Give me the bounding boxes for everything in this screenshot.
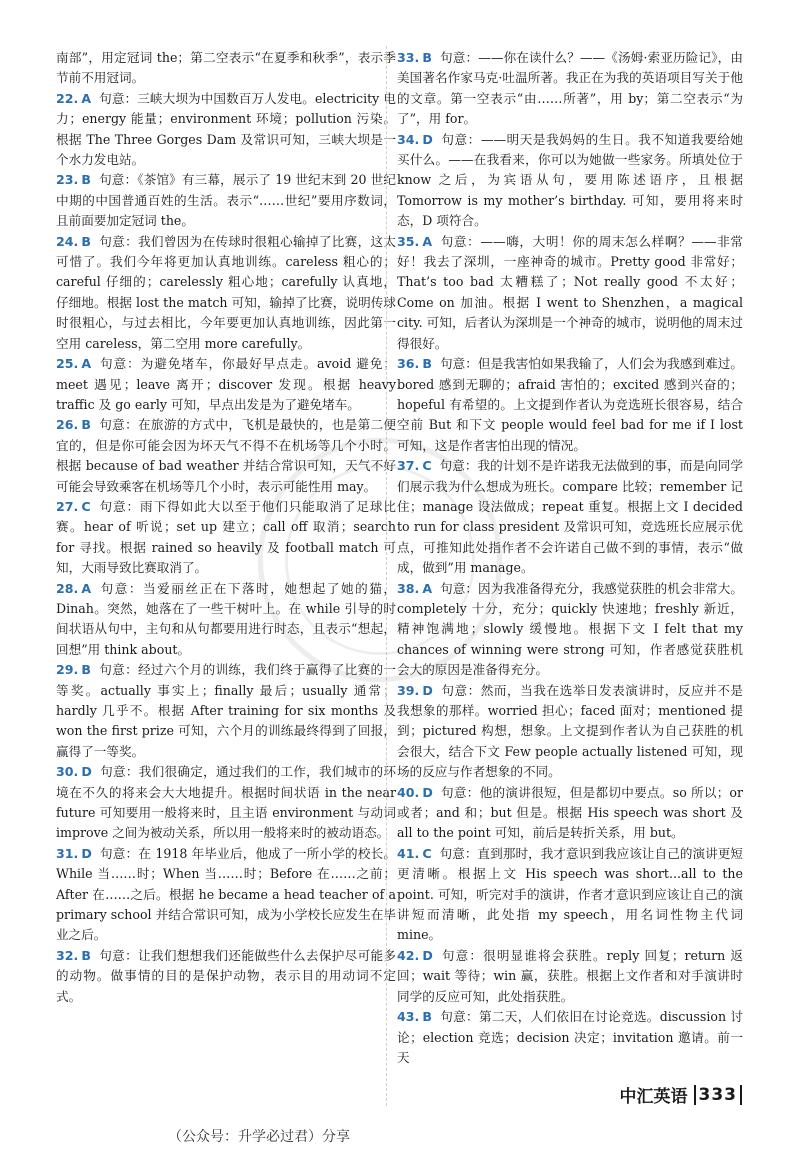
answer-entry bbox=[56, 89, 396, 171]
answer-letter: A bbox=[422, 580, 433, 596]
explanation-text: 句意：《茶馆》有三幕，展示了 19 世纪末到 20 世纪中期的中国普通百姓的生活。表示“……世纪”要用序数词，且前面要加定冠词 the。 bbox=[56, 172, 396, 229]
answer-letter: C bbox=[422, 845, 432, 861]
answer-entry bbox=[397, 232, 743, 354]
answer-letter: D bbox=[422, 682, 433, 698]
explanation-text: 句意：为避免堵车，你最好早点走。avoid 避免；meet 遇见；leave 离开；discover 发现。根据 heavy traffic 及 go early 可知，早点出发是为了避免堵车。 bbox=[56, 356, 396, 412]
answer-letter: A bbox=[81, 90, 92, 106]
answer-letter: A bbox=[81, 580, 92, 596]
question-number: 32. bbox=[56, 947, 79, 963]
answer-entry bbox=[397, 783, 743, 844]
question-number: 39. bbox=[397, 682, 420, 698]
answer-letter: A bbox=[81, 356, 92, 372]
answer-letter: B bbox=[81, 947, 91, 963]
answer-letter: B bbox=[422, 356, 432, 372]
question-number: 36. bbox=[397, 356, 420, 372]
answer-letter: C bbox=[81, 498, 91, 514]
question-number: 34. bbox=[397, 131, 420, 147]
explanation-text: 句意：我们很确定，通过我们的工作，我们城市的环境在不久的将来会大大地提升。根据时间状语 in the near future 可知要用一般将来时，且主语 environment 与动词 improve 之间为被动关系，所以用一般将来时的被动语态。 bbox=[56, 764, 396, 841]
question-number: 27. bbox=[56, 498, 79, 514]
answer-letter: D bbox=[422, 784, 433, 800]
answer-letter: B bbox=[81, 662, 91, 678]
explanation-text: 句意：因为我准备得充分，我感觉获胜的机会非常大。completely 十分，充分；quickly 快速地；freshly 新近，精神饱满地；slowly 缓慢地。根据下文 I felt that my chances of winning were strong 可知，作者感觉获胜机会大的原因是准备得充分。 bbox=[397, 580, 743, 678]
explanation-text: 句意：很明显谁将会获胜。reply 回复；return 返回；wait 等待；win 赢，获胜。根据上文作者和对手演讲时同学的反应可知，此处指获胜。 bbox=[397, 947, 743, 1004]
answer-letter: B bbox=[422, 1009, 432, 1025]
question-number: 31. bbox=[56, 845, 79, 861]
answer-entry bbox=[56, 170, 396, 231]
explanation-text: 句意：直到那时，我才意识到我应该让自己的演讲更短更清晰。根据上文 His speech was short...all to the point. 可知，听完对手的演讲，作者才意识到应该让自己的演讲短而清晰，此处指 my speech，用名词性物主代词 mine。 bbox=[397, 845, 743, 943]
question-number: 33. bbox=[397, 50, 420, 65]
question-number: 22. bbox=[56, 90, 79, 106]
explanation-text: 句意：——嗨，大明！你的周末怎么样啊？——非常好！我去了深圳，一座神奇的城市。Pretty good 非常好；That’s too bad 太糟糕了；Not really good 不太好；Come on 加油。根据 I went to Shenzhen，a magical city. 可知，后者认为深圳是一个神奇的城市，说明他的周末过得很好。 bbox=[397, 233, 743, 351]
explanation-text: 句意：让我们想想我们还能做些什么去保护尽可能多的动物。做事情的目的是保护动物，表示目的用动词不定式。 bbox=[56, 947, 396, 1004]
answer-entry bbox=[397, 130, 743, 232]
explanation-text: 句意：他的演讲很短，但是都切中要点。so 所以；or 或者；and 和；but 但是。根据 His speech was short 及 all to the point 可知，前后是转折关系，用 but。 bbox=[397, 784, 743, 841]
explanation-text: 句意：雨下得如此大以至于他们只能取消了足球比赛。hear of 听说；set up 建立；call off 取消；search for 寻找。根据 rained so heavily 及 football match 可知，大雨导致比赛取消了。 bbox=[56, 498, 396, 576]
question-number: 40. bbox=[397, 784, 420, 800]
explanation-text: 句意：在旅游的方式中，飞机是最快的，也是第二便宜的，但是你可能会因为坏天气不得不在机场等几个小时。根据 because of bad weather 并结合常识可知，天气不好可能会导致乘客在机场等几个小时，表示可能性用 may。 bbox=[56, 417, 396, 494]
question-number: 24. bbox=[56, 233, 79, 249]
explanation-text: 句意：经过六个月的训练，我们终于赢得了比赛的一等奖。actually 事实上；finally 最后；usually 通常；hardly 几乎不。根据 After training for six months 及 won the first prize 可知，六个月的训练最终得到了回报，赢得了一等奖。 bbox=[56, 662, 396, 759]
question-number: 26. bbox=[56, 417, 79, 433]
question-number: 25. bbox=[56, 356, 79, 372]
answer-letter: D bbox=[81, 764, 92, 780]
answer-entry bbox=[56, 844, 396, 946]
watermark-seal-icon bbox=[250, 430, 510, 690]
answer-letter: B bbox=[81, 417, 91, 433]
question-number: 42. bbox=[397, 947, 420, 963]
answer-entry bbox=[56, 232, 396, 354]
question-number: 29. bbox=[56, 662, 79, 678]
answer-entry bbox=[397, 48, 743, 130]
answer-entry bbox=[56, 946, 396, 1007]
explanation-text: 句意：我的计划不是许诺我无法做到的事，而是向同学们展示我为什么想成为班长。compare 比较；remember 记住；manage 设法做成；repeat 重复。根据上文 I decided to run for class president 及常识可知，竞选班长应展示优点，可推知此处指作者不会许诺自己做不到的事情，表示“做成，做到”用 manage。 bbox=[397, 458, 743, 576]
answer-letter: B bbox=[81, 233, 91, 249]
question-number: 23. bbox=[56, 172, 79, 188]
answer-letter: C bbox=[422, 458, 432, 474]
explanation-text: 句意：在 1918 年毕业后，他成了一所小学的校长。While 当……时；When 当……时；Before 在……之前；After 在……之后。根据 he became a head teacher of a primary school 并结合常识可知，成为小学校长应发生在毕业之后。 bbox=[56, 845, 396, 943]
question-number: 30. bbox=[56, 764, 79, 780]
answer-entry bbox=[397, 681, 743, 783]
explanation-text: 句意：我们曾因为在传球时很粗心输掉了比赛，这太可惜了。我们今年将更加认真地训练。careless 粗心的；careful 仔细的；carelessly 粗心地；carefully 认真地，仔细地。根据 lost the match 可知，输掉了比赛，说明传球时很粗心，与过去相比，今年要更加认真地训练，因此第一空用 careless，第二空用 more carefully。 bbox=[56, 233, 396, 351]
answer-letter: B bbox=[81, 172, 91, 188]
question-number: 43. bbox=[397, 1009, 420, 1025]
page-number: 333 bbox=[694, 1085, 743, 1105]
brand-name: 中汇英语 bbox=[619, 1087, 688, 1107]
explanation-text: 南部”，用定冠词 the；第二空表示“在夏季和秋季”，表示季节前不用冠词。 bbox=[56, 50, 396, 86]
answer-entry bbox=[397, 1007, 743, 1068]
footer-note: （公众号：升学必过君）分享 bbox=[168, 1129, 350, 1145]
answer-letter: A bbox=[422, 233, 433, 249]
explanation-text: 句意：第二天，人们依旧在讨论竞选。discussion 讨论；election 竞选；decision 决定；invitation 邀请。前一天 bbox=[397, 1009, 743, 1065]
explanation-text: 句意：然而，当我在选举日发表演讲时，反应并不是我想象的那样。worried 担心；faced 面对；mentioned 提到；pictured 构想，想象。上文提到作者认为自己获胜的机会很大，结合下文 Few people actually listened 可知，现场的反应与作者想象的不同。 bbox=[397, 682, 743, 780]
answer-entry bbox=[397, 844, 743, 946]
question-number: 37. bbox=[397, 458, 420, 474]
question-number: 28. bbox=[56, 580, 79, 596]
answer-letter: D bbox=[81, 845, 92, 861]
question-number: 35. bbox=[397, 233, 420, 249]
answer-letter: B bbox=[422, 50, 432, 65]
footer-brand bbox=[620, 1082, 743, 1107]
explanation-text: 句意：——明天是我妈妈的生日。我不知道我要给她买什么。——在我看来，你可以为她做一些家务。所填处位于 know 之后，为宾语从句，要用陈述语序，且根据 Tomorrow is my mother’s birthday. 可知，要用将来时态，D 项符合。 bbox=[397, 131, 743, 229]
answer-entry bbox=[56, 354, 396, 415]
answer-entry bbox=[397, 946, 743, 1007]
answer-letter: D bbox=[422, 947, 433, 963]
answer-entry bbox=[56, 48, 396, 89]
explanation-text: 句意：但是我害怕如果我输了，人们会为我感到难过。bored 感到无聊的；afraid 害怕的；excited 感到兴奋的；hopeful 有希望的。上文提到作者认为竞选班长很容易，结合空前 But 和下文 people would feel bad for me if I lost 可知，这是作者害怕出现的情况。 bbox=[397, 356, 743, 453]
explanation-text: 句意：三峡大坝为中国数百万人发电。electricity 电力；energy 能量；environment 环境；pollution 污染。根据 The Three Gorges Dam 及常识可知，三峡大坝是一个水力发电站。 bbox=[56, 90, 396, 168]
answer-letter: D bbox=[422, 131, 433, 147]
explanation-text: 句意：——你在读什么？——《汤姆·索亚历险记》，由美国著名作家马克·吐温所著。我正在为我的英语项目写关于他的文章。第一空表示“由……所著”，用 by；第二空表示“为了”，用 for。 bbox=[397, 50, 743, 127]
answer-entry bbox=[56, 762, 396, 844]
question-number: 41. bbox=[397, 845, 420, 861]
question-number: 38. bbox=[397, 580, 420, 596]
explanation-text: 句意：当爱丽丝正在下落时，她想起了她的猫，Dinah。突然，她落在了一些干树叶上。在 while 引导的时间状语从句中，主句和从句都要用进行时态，且表示“想起，回想”用 think about。 bbox=[56, 580, 396, 657]
